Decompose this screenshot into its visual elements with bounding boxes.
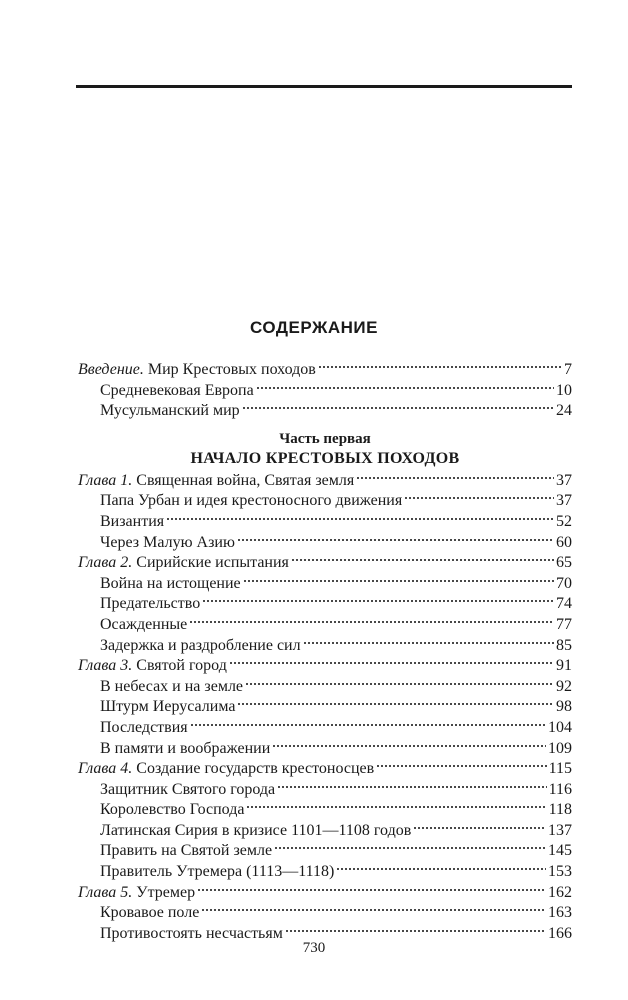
entry-title: В небесах и на земле [100, 677, 244, 695]
entry-label [100, 739, 270, 760]
entry-page-number: 109 [548, 739, 572, 757]
entry-title: Противостоять несчастьям [100, 924, 283, 942]
dot-leader [336, 866, 546, 872]
entry-label [78, 360, 316, 381]
entry-title: Предательство [100, 595, 201, 613]
dot-leader [318, 364, 562, 370]
entry-title: Папа Урбан и идея крестоносного движения [100, 492, 403, 510]
part-one-entries [78, 471, 572, 945]
toc-subentry [78, 401, 572, 422]
entry-page-number: 65 [556, 554, 572, 572]
entry-title: Править на Святой земле [100, 842, 273, 860]
dot-leader [404, 495, 554, 501]
toc-chapter-entry [78, 471, 572, 492]
entry-page-number: 60 [556, 533, 572, 551]
toc-chapter-entry [78, 360, 572, 381]
dot-leader [291, 557, 554, 563]
entry-title: Осажденные [100, 615, 188, 633]
toc-subentry [78, 739, 572, 760]
toc-subentry [78, 903, 572, 924]
toc-subentry [78, 780, 572, 801]
entry-title: Святой город [132, 657, 227, 675]
dot-leader [237, 537, 554, 543]
entry-page-number: 7 [564, 361, 572, 378]
entry-title: Последствия [100, 718, 188, 736]
entry-page-number: 153 [548, 863, 572, 881]
toc-chapter-entry [78, 759, 572, 780]
entry-label [100, 800, 244, 821]
entry-prefix: Глава 3. [78, 657, 133, 675]
dot-leader [243, 578, 554, 584]
toc-subentry [78, 841, 572, 862]
entry-label [100, 533, 235, 554]
dot-leader [189, 619, 554, 625]
entry-page-number: 77 [556, 615, 572, 633]
entry-label [100, 841, 272, 862]
table-of-contents [78, 360, 572, 944]
toc-chapter-entry [78, 553, 572, 574]
entry-page-number: 118 [548, 801, 572, 819]
dot-leader [190, 722, 546, 728]
entry-label [100, 512, 164, 533]
entry-label [78, 759, 374, 780]
entry-page-number: 74 [556, 595, 572, 613]
entry-page-number: 115 [548, 760, 572, 778]
entry-label [100, 491, 402, 512]
toc-subentry [78, 615, 572, 636]
part-label: Часть первая [279, 430, 371, 447]
toc-subentry [78, 821, 572, 842]
dot-leader [245, 681, 554, 687]
entry-page-number: 163 [548, 904, 572, 922]
intro-section [78, 360, 572, 422]
entry-title: Священная война, Святая земля [132, 471, 355, 489]
entry-title: Мусульманский мир [100, 402, 240, 420]
part-title: НАЧАЛО КРЕСТОВЫХ ПОХОДОВ [190, 449, 460, 467]
entry-prefix: Глава 1. [78, 471, 133, 489]
entry-page-number: 37 [556, 471, 572, 489]
toc-subentry [78, 800, 572, 821]
entry-page-number: 162 [548, 883, 572, 901]
entry-label [100, 903, 199, 924]
entry-title: Задержка и раздробление сил [100, 636, 301, 654]
toc-subentry [78, 862, 572, 883]
entry-title: Утремер [132, 883, 196, 901]
entry-label [78, 656, 227, 677]
toc-subentry [78, 533, 572, 554]
entry-title: Защитник Святого города [100, 780, 276, 798]
entry-page-number: 92 [556, 677, 572, 695]
entry-title: Мир Крестовых походов [143, 361, 316, 378]
toc-subentry [78, 574, 572, 595]
dot-leader [376, 763, 546, 769]
entry-label [100, 780, 275, 801]
entry-label [100, 594, 200, 615]
entry-page-number: 10 [556, 381, 572, 399]
entry-page-number: 137 [548, 821, 572, 839]
entry-label [100, 636, 301, 657]
entry-page-number: 37 [556, 492, 572, 510]
dot-leader [285, 928, 546, 934]
entry-label [78, 553, 289, 574]
top-rule [76, 85, 572, 88]
dot-leader [356, 475, 554, 481]
dot-leader [242, 405, 554, 411]
entry-title: Штурм Иерусалима [100, 698, 236, 716]
entry-title: Кровавое поле [100, 904, 200, 922]
entry-page-number: 145 [548, 842, 572, 860]
entry-prefix: Введение. [78, 361, 144, 378]
dot-leader [237, 701, 554, 707]
entry-page-number: 104 [548, 718, 572, 736]
entry-prefix: Глава 4. [78, 760, 133, 778]
dot-leader [166, 516, 554, 522]
entry-title: Средневековая Европа [100, 381, 254, 399]
toc-chapter-entry [78, 883, 572, 904]
toc-subentry [78, 512, 572, 533]
toc-chapter-entry [78, 656, 572, 677]
entry-label [100, 401, 240, 422]
entry-label [100, 821, 411, 842]
dot-leader [202, 598, 554, 604]
entry-title: Сирийские испытания [132, 554, 289, 572]
entry-page-number: 24 [556, 402, 572, 420]
entry-page-number: 85 [556, 636, 572, 654]
entry-label [100, 677, 243, 698]
dot-leader [272, 743, 546, 749]
entry-title: Правитель Утремера (1113—1118) [100, 863, 335, 881]
dot-leader [201, 907, 546, 913]
toc-subentry [78, 636, 572, 657]
toc-subentry [78, 697, 572, 718]
toc-subentry [78, 381, 572, 402]
entry-prefix: Глава 2. [78, 554, 133, 572]
entry-title: Византия [100, 512, 165, 530]
entry-title: Через Малую Азию [100, 533, 235, 551]
dot-leader [413, 825, 546, 831]
entry-label [100, 862, 334, 883]
entry-label [100, 381, 254, 402]
toc-subentry [78, 594, 572, 615]
dot-leader [246, 804, 546, 810]
toc-subentry [78, 677, 572, 698]
entry-prefix: Глава 5. [78, 883, 133, 901]
entry-label [100, 615, 187, 636]
entry-page-number: 91 [556, 657, 572, 675]
entry-title: Королевство Господа [100, 801, 245, 819]
entry-page-number: 166 [548, 924, 572, 942]
entry-title: Латинская Сирия в кризисе 1101—1108 годов [100, 821, 412, 839]
toc-subentry [78, 491, 572, 512]
dot-leader [197, 887, 546, 893]
dot-leader [277, 784, 546, 790]
entry-label [100, 718, 188, 739]
entry-page-number: 52 [556, 512, 572, 530]
dot-leader [256, 385, 554, 391]
toc-subentry [78, 718, 572, 739]
entry-page-number: 98 [556, 698, 572, 716]
dot-leader [303, 640, 554, 646]
toc-title: СОДЕРЖАНИЕ [250, 318, 378, 337]
entry-label [100, 574, 241, 595]
entry-label [78, 883, 195, 904]
entry-label [100, 697, 235, 718]
page-number: 730 [302, 940, 326, 956]
entry-label [78, 471, 354, 492]
entry-title: Война на истощение [100, 574, 241, 592]
entry-page-number: 70 [556, 574, 572, 592]
entry-page-number: 116 [548, 780, 572, 798]
dot-leader [229, 660, 554, 666]
entry-title: Создание государств крестоносцев [132, 760, 375, 778]
dot-leader [274, 845, 546, 851]
entry-title: В памяти и воображении [100, 739, 271, 757]
